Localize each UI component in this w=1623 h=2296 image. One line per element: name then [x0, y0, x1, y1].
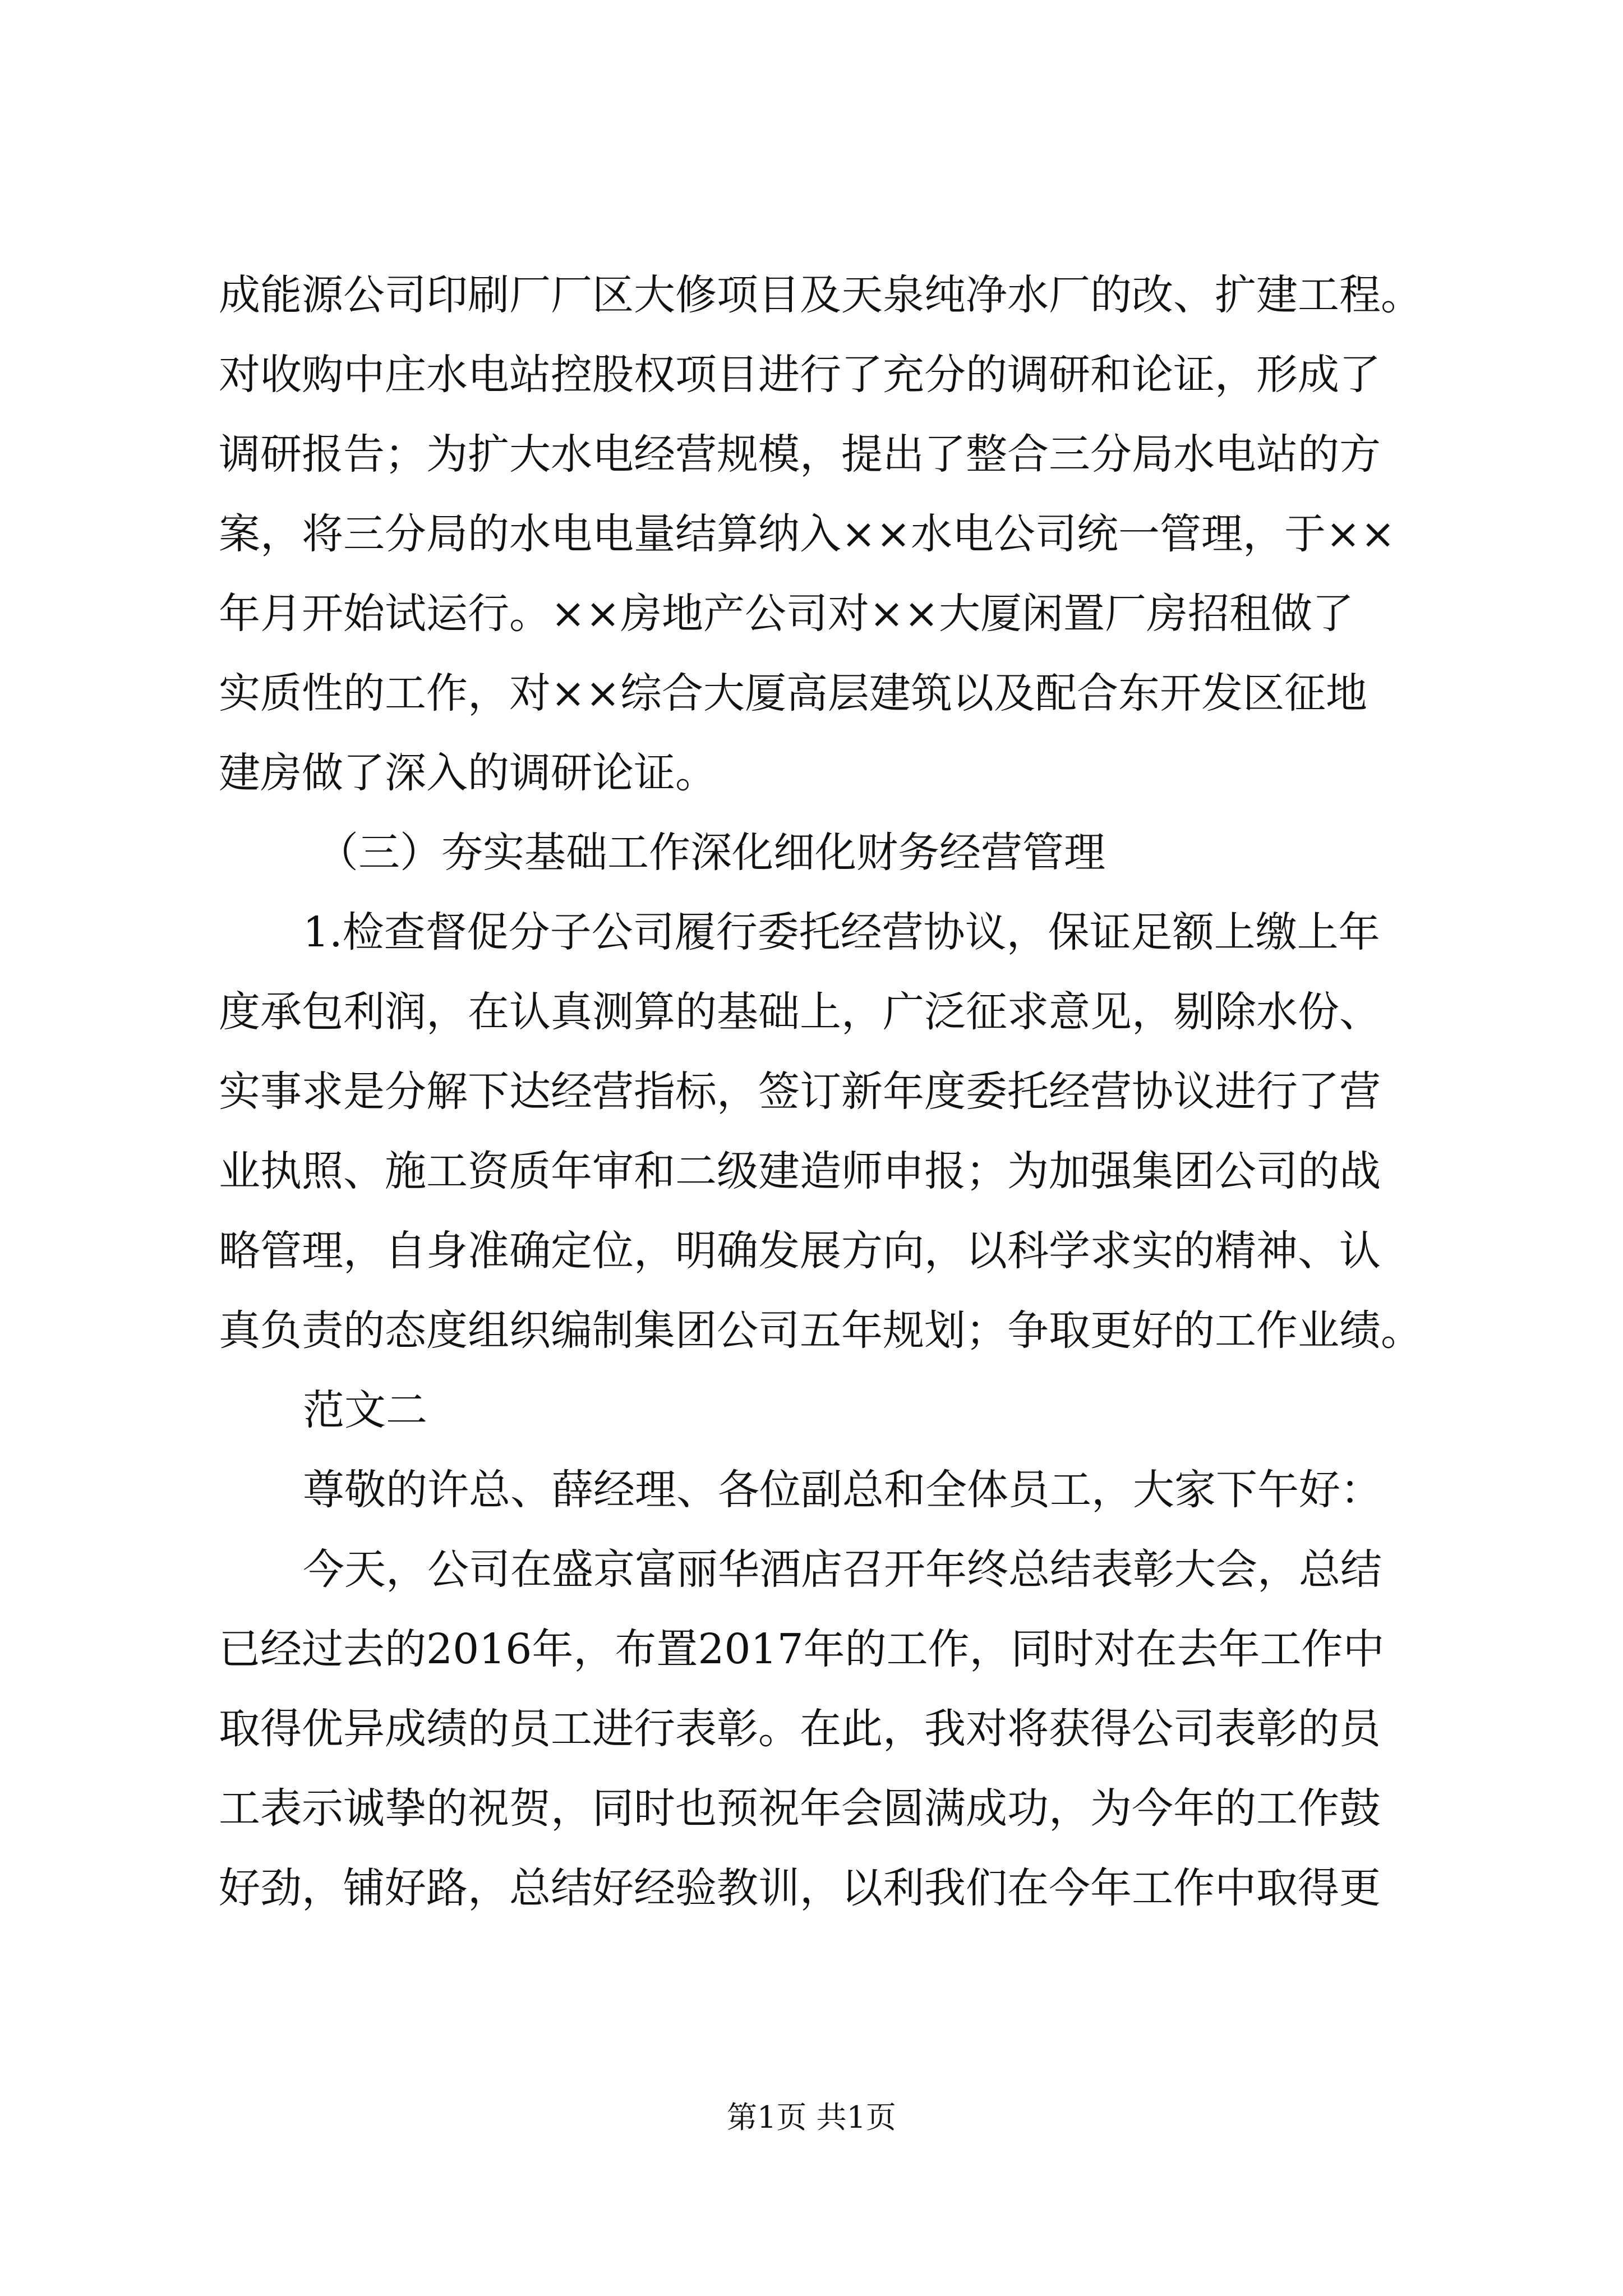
body-text [219, 255, 1436, 1928]
section-heading: （三）夯实基础工作深化细化财务经营管理 [317, 829, 1105, 877]
text-line: 成能源公司印刷厂厂区大修项目及天泉纯净水厂的改、扩建工程。 [219, 271, 1422, 319]
page-footer: 第1页 共1页 [727, 2100, 896, 2135]
text-line: 实事求是分解下达经营指标，签订新年度委托经营协议进行了营 [219, 1068, 1381, 1116]
text-line: 对收购中庄水电站控股权项目进行了充分的调研和论证，形成了 [219, 351, 1381, 399]
text-line: 真负责的态度组织编制集团公司五年规划；争取更好的工作业绩。 [219, 1306, 1422, 1355]
text-line: 工表示诚挚的祝贺，同时也预祝年会圆满成功，为今年的工作鼓 [219, 1784, 1381, 1833]
text-line: 案，将三分局的水电电量结算纳入××水电公司统一管理，于×× [219, 510, 1396, 558]
salutation: 尊敬的许总、薛经理、各位副总和全体员工，大家下午好： [303, 1466, 1382, 1514]
text-line: 调研报告；为扩大水电经营规模，提出了整合三分局水电站的方 [219, 430, 1381, 478]
text-line: 1.检查督促分子公司履行委托经营协议，保证足额上缴上年 [303, 908, 1380, 956]
text-line: 今天，公司在盛京富丽华酒店召开年终总结表彰大会，总结 [303, 1545, 1382, 1594]
text-line: 度承包利润，在认真测算的基础上，广泛征求意见，剔除水份、 [219, 988, 1381, 1036]
text-line: 年月开始试运行。××房地产公司对××大厦闲置厂房招租做了 [219, 590, 1354, 638]
text-line: 业执照、施工资质年审和二级建造师申报；为加强集团公司的战 [219, 1147, 1381, 1195]
text-line: 取得优异成绩的员工进行表彰。在此，我对将获得公司表彰的员 [219, 1705, 1381, 1753]
text-line: 实质性的工作，对××综合大厦高层建筑以及配合东开发区征地 [219, 669, 1368, 717]
text-line: 略管理，自身准确定位，明确发展方向，以科学求实的精神、认 [219, 1227, 1381, 1275]
text-line: 已经过去的2016年，布置2017年的工作，同时对在去年工作中 [219, 1625, 1385, 1673]
text-line: 好劲，铺好路，总结好经验教训，以利我们在今年工作中取得更 [219, 1864, 1381, 1912]
text-line: 建房做了深入的调研论证。 [219, 749, 717, 797]
section-title: 范文二 [303, 1386, 427, 1434]
